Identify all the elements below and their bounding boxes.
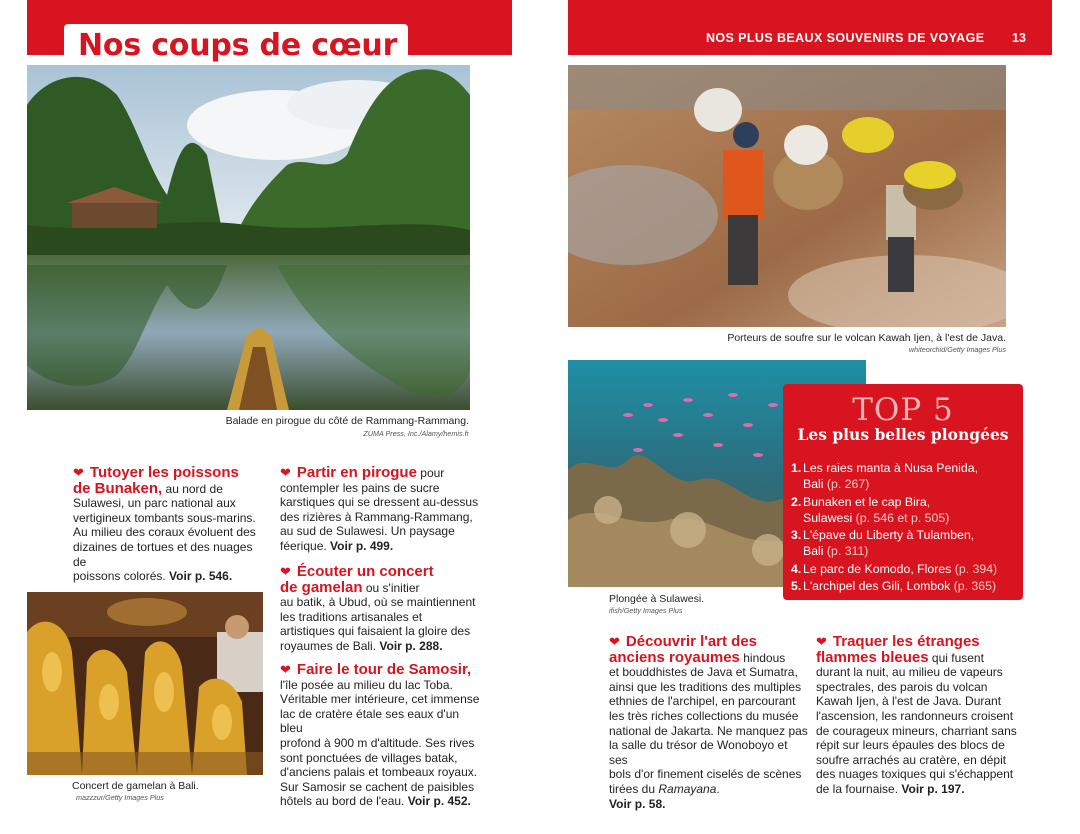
photo-caption-sulfur-porters: Porteurs de soufre sur le volcan Kawah Ijen, à l'est de Java. bbox=[727, 332, 1006, 344]
entry-bunaken: ❤ Tutoyer les poissons de Bunaken, au nord de Sulawesi, un parc national aux vertigineux tombants sous-marins. Au milieu des coraux évoluent des dizaines de tortues et des nuages de poissons colorés. Voir p. 546. bbox=[73, 464, 256, 584]
heart-icon: ❤ bbox=[73, 465, 84, 480]
page-title: Nos coups de cœur bbox=[78, 28, 398, 63]
photo-caption-reef: Plongée à Sulawesi. bbox=[609, 593, 705, 605]
photo-caption-gamelan: Concert de gamelan à Bali. bbox=[72, 780, 199, 792]
list-item: 1. Les raies manta à Nusa Penida, Bali (p. 267) bbox=[791, 461, 978, 491]
list-item: 3. L'épave du Liberty à Tulamben, Bali (p. 311) bbox=[791, 528, 975, 559]
photo-credit-gamelan: mazzzur/Getty Images Plus bbox=[76, 793, 164, 802]
header-band-right bbox=[568, 0, 1052, 55]
heart-icon: ❤ bbox=[816, 634, 827, 649]
list-item: 5. L'archipel des Gili, Lombok (p. 365) bbox=[791, 579, 997, 594]
photo-credit-reef: ifish/Getty Images Plus bbox=[609, 606, 683, 615]
page-number: 13 bbox=[1012, 31, 1026, 45]
page-reference: Voir p. 452. bbox=[407, 794, 471, 809]
entry-pirogue: ❤ Partir en pirogue pour contempler les pains de sucre karstiques qui se dressent au-dessus des rizières à Rammang-Rammang, au sud de Sulawesi. Un paysage féerique. Voir p. 499. bbox=[280, 464, 479, 553]
heart-icon: ❤ bbox=[280, 564, 291, 579]
list-item: 4. Le parc de Komodo, Flores (p. 394) bbox=[791, 561, 998, 576]
page-reference: Voir p. 288. bbox=[379, 638, 443, 653]
photo-gamelan bbox=[27, 592, 263, 775]
page-reference: Voir p. 546. bbox=[169, 569, 233, 584]
heart-icon: ❤ bbox=[280, 662, 291, 677]
top5-box bbox=[783, 384, 1023, 600]
running-head: NOS PLUS BEAUX SOUVENIRS DE VOYAGE bbox=[706, 31, 985, 45]
top5-label: TOP 5 bbox=[852, 392, 954, 428]
page-reference: Voir p. 499. bbox=[330, 538, 394, 553]
page-reference: Voir p. 197. bbox=[901, 781, 965, 796]
top5-subtitle: Les plus belles plongées bbox=[797, 425, 1009, 444]
heart-icon: ❤ bbox=[609, 634, 620, 649]
heart-icon: ❤ bbox=[280, 465, 291, 480]
photo-rammang bbox=[27, 65, 470, 410]
page-reference: Voir p. 58. bbox=[609, 796, 666, 811]
entry-gamelan: ❤ Écouter un concert de gamelan ou s'initier au batik, à Ubud, où se maintiennent les traditions artisanales et artistiques qui faisaient la gloire des royaumes de Bali. Voir p. 288. bbox=[280, 563, 476, 653]
photo-credit-sulfur-porters: whiteorchid/Getty Images Plus bbox=[908, 345, 1006, 354]
list-item: 2. Bunaken et le cap Bira, Sulawesi (p. 546 et p. 505) bbox=[791, 494, 950, 525]
top5-list bbox=[791, 460, 1016, 596]
photo-credit-rammang: ZUMA Press, Inc./Alamy/hemis.fr bbox=[363, 429, 469, 438]
photo-sulfur-porters bbox=[568, 65, 1006, 327]
entry-samosir: ❤ Faire le tour de Samosir, l'île posée au milieu du lac Toba. Véritable mer intérieure, cet immense lac de cratère étale ses eaux d'un bleu profond à 900 m d'altitude. Ses rives sont ponctuées de villages batak, d'anciens palais et tombeaux royaux. Sur Samosir se cachent de paisibles hôtels au bord de l'eau. Voir p. 452. bbox=[280, 661, 480, 809]
title-tab bbox=[64, 24, 408, 68]
entry-flammes: ❤ Traquer les étranges flammes bleues qui fusent durant la nuit, au milieu de vapeurs spectrales, des parois du volcan Kawah Ijen, à l'est de Java. Durant l'ascension, les randonneurs croisent de courageux mineurs, charriant sans répit sur leurs épaules des blocs de soufre arrachés au cratère, en dépit des nuages toxiques qui s'échappent de la fournaise. Voir p. 197. bbox=[816, 633, 1017, 796]
photo-caption-rammang: Balade en pirogue du côté de Rammang-Rammang. bbox=[225, 415, 469, 427]
entry-royaumes: ❤ Découvrir l'art des anciens royaumes hindous et bouddhistes de Java et Sumatra, ainsi que les traditions des multiples ethnies de l'archipel, en parcourant les très riches collections du musée national de Jakarta. Ne manquez pas la salle du trésor de Wonoboyo et ses bols d'or finement ciselés de scènes tirées du Ramayana. Voir p. 58. bbox=[609, 633, 808, 811]
